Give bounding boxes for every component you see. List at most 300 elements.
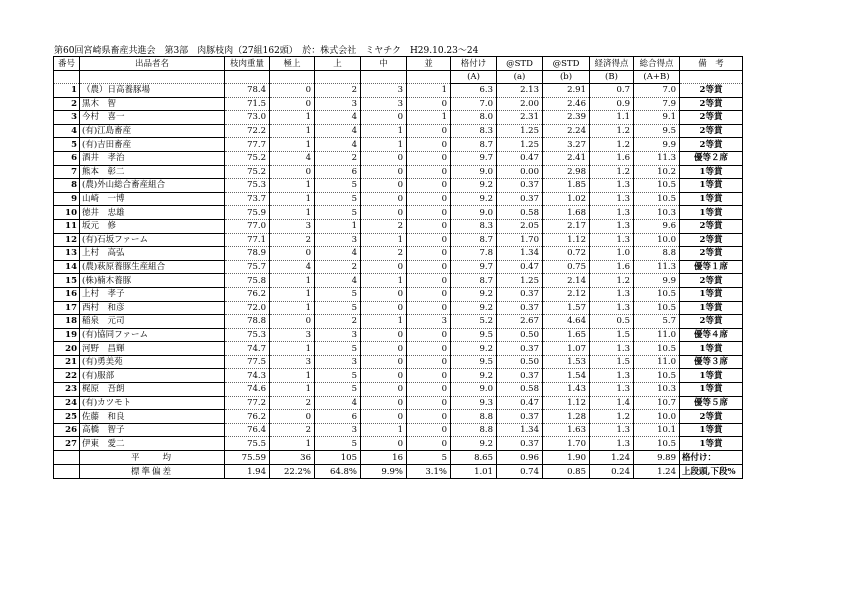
total-score: 10.3 <box>634 206 680 220</box>
grade2-count: 5 <box>315 342 361 356</box>
entry-number: 4 <box>54 124 80 138</box>
grade1-count: 1 <box>270 383 315 397</box>
exhibitor-name: (有)服部 <box>80 369 225 383</box>
exhibitor-name: (有)江島畜産 <box>80 124 225 138</box>
std-b: 1.65 <box>543 328 590 342</box>
average-score-a: 8.65 <box>451 451 497 465</box>
carcass-weight: 74.6 <box>225 383 270 397</box>
header-blank <box>80 71 225 84</box>
std-b: 2.41 <box>543 151 590 165</box>
entry-number: 13 <box>54 247 80 261</box>
std-a: 1.25 <box>497 138 543 152</box>
award-remark: 1等賞 <box>680 179 743 193</box>
grade4-count: 0 <box>407 301 451 315</box>
total-score: 10.0 <box>634 233 680 247</box>
grading-score: 9.2 <box>451 287 497 301</box>
total-score: 8.8 <box>634 247 680 261</box>
grading-score: 9.0 <box>451 383 497 397</box>
grade3-count: 1 <box>361 315 407 329</box>
carcass-weight: 75.3 <box>225 179 270 193</box>
grading-note-units: 上段頭,下段% <box>680 465 743 479</box>
entry-number: 10 <box>54 206 80 220</box>
std-b: 1.85 <box>543 179 590 193</box>
grade3-count: 0 <box>361 165 407 179</box>
grade4-count: 0 <box>407 328 451 342</box>
std-dev-label: 標準偏差 <box>80 465 225 479</box>
grade3-count: 1 <box>361 233 407 247</box>
total-score: 11.0 <box>634 355 680 369</box>
economic-score: 1.5 <box>590 328 634 342</box>
table-row <box>54 369 743 383</box>
grade3-count: 3 <box>361 97 407 111</box>
std-a: 1.25 <box>497 274 543 288</box>
award-remark: 1等賞 <box>680 342 743 356</box>
grade4-count: 0 <box>407 219 451 233</box>
grade1-count: 4 <box>270 260 315 274</box>
std-b: 2.39 <box>543 111 590 125</box>
table-row <box>54 247 743 261</box>
exhibitor-name: 酒井 孝治 <box>80 151 225 165</box>
carcass-weight: 77.7 <box>225 138 270 152</box>
grade3-count: 0 <box>361 111 407 125</box>
carcass-weight: 78.8 <box>225 315 270 329</box>
total-score: 10.1 <box>634 423 680 437</box>
table-row <box>54 192 743 206</box>
average-std-b: 1.90 <box>543 451 590 465</box>
grade1-count: 1 <box>270 192 315 206</box>
total-score: 9.1 <box>634 111 680 125</box>
std-a: 0.37 <box>497 179 543 193</box>
header-weight: 枝肉重量 <box>225 57 270 71</box>
average-total: 9.89 <box>634 451 680 465</box>
table-row <box>54 179 743 193</box>
table-row <box>54 151 743 165</box>
table-row <box>54 206 743 220</box>
grade1-count: 1 <box>270 206 315 220</box>
std-b: 0.72 <box>543 247 590 261</box>
total-score: 9.9 <box>634 274 680 288</box>
award-remark: 2等賞 <box>680 84 743 98</box>
std-dev-score-a: 1.01 <box>451 465 497 479</box>
std-a: 0.37 <box>497 410 543 424</box>
header-score-b: 経済得点 <box>590 57 634 71</box>
grade3-count: 0 <box>361 396 407 410</box>
grade1-count: 1 <box>270 437 315 451</box>
total-score: 10.5 <box>634 369 680 383</box>
economic-score: 1.3 <box>590 179 634 193</box>
total-score: 9.5 <box>634 124 680 138</box>
std-b: 2.17 <box>543 219 590 233</box>
grading-score: 9.2 <box>451 342 497 356</box>
economic-score: 1.3 <box>590 287 634 301</box>
grade4-count: 0 <box>407 124 451 138</box>
exhibitor-name: 佐藤 和良 <box>80 410 225 424</box>
exhibitor-name: 徳井 忠雄 <box>80 206 225 220</box>
entry-number: 7 <box>54 165 80 179</box>
grade2-count: 5 <box>315 369 361 383</box>
grade4-count: 0 <box>407 151 451 165</box>
std-b: 2.24 <box>543 124 590 138</box>
economic-score: 1.5 <box>590 355 634 369</box>
award-remark: 2等賞 <box>680 97 743 111</box>
entry-number: 14 <box>54 260 80 274</box>
carcass-weight: 75.5 <box>225 437 270 451</box>
table-row <box>54 97 743 111</box>
std-b: 1.70 <box>543 437 590 451</box>
grade2-count: 5 <box>315 383 361 397</box>
header-blank <box>407 71 451 84</box>
std-a: 0.37 <box>497 437 543 451</box>
exhibitor-name: 伊東 愛二 <box>80 437 225 451</box>
grade4-count: 0 <box>407 165 451 179</box>
header-no: 番号 <box>54 57 80 71</box>
results-table <box>53 56 743 479</box>
grade2-count: 5 <box>315 287 361 301</box>
grade1-count: 0 <box>270 247 315 261</box>
grading-score: 9.7 <box>451 151 497 165</box>
grading-score: 8.0 <box>451 111 497 125</box>
std-dev-score-b: 0.24 <box>590 465 634 479</box>
grade2-count: 4 <box>315 274 361 288</box>
entry-number: 19 <box>54 328 80 342</box>
grade1-count: 2 <box>270 396 315 410</box>
table-row <box>54 383 743 397</box>
carcass-weight: 75.3 <box>225 328 270 342</box>
grade4-count: 0 <box>407 233 451 247</box>
award-remark: 1等賞 <box>680 287 743 301</box>
exhibitor-name: 黒木 智 <box>80 97 225 111</box>
grade3-count: 1 <box>361 138 407 152</box>
exhibitor-name: 今村 喜一 <box>80 111 225 125</box>
average-label: 平 均 <box>80 451 225 465</box>
grade3-count: 0 <box>361 328 407 342</box>
exhibitor-name: 山崎 一博 <box>80 192 225 206</box>
carcass-weight: 71.5 <box>225 97 270 111</box>
grade2-count: 4 <box>315 138 361 152</box>
entry-number: 16 <box>54 287 80 301</box>
economic-score: 1.3 <box>590 219 634 233</box>
grade4-count: 0 <box>407 206 451 220</box>
carcass-weight: 75.2 <box>225 165 270 179</box>
header-grade1: 極上 <box>270 57 315 71</box>
std-a: 1.25 <box>497 124 543 138</box>
grade2-count: 4 <box>315 247 361 261</box>
header-grade3: 中 <box>361 57 407 71</box>
header-blank <box>361 71 407 84</box>
grade2-count: 6 <box>315 165 361 179</box>
average-std-a: 0.96 <box>497 451 543 465</box>
grading-score: 6.3 <box>451 84 497 98</box>
std-a: 0.47 <box>497 396 543 410</box>
table-row <box>54 328 743 342</box>
economic-score: 1.3 <box>590 233 634 247</box>
header-blank <box>315 71 361 84</box>
table-row <box>54 315 743 329</box>
award-remark: 1等賞 <box>680 423 743 437</box>
grading-score: 5.2 <box>451 315 497 329</box>
std-b: 1.68 <box>543 206 590 220</box>
grade3-count: 0 <box>361 301 407 315</box>
grade4-count: 0 <box>407 410 451 424</box>
grade2-count: 2 <box>315 260 361 274</box>
grade1-count: 0 <box>270 410 315 424</box>
grade1-count: 1 <box>270 124 315 138</box>
grade3-count: 1 <box>361 124 407 138</box>
std-a: 0.47 <box>497 260 543 274</box>
economic-score: 1.3 <box>590 301 634 315</box>
header-name: 出品者名 <box>80 57 225 71</box>
grade2-count: 5 <box>315 301 361 315</box>
grade2-count: 2 <box>315 84 361 98</box>
grade1-count: 1 <box>270 369 315 383</box>
award-remark: 優等４席 <box>680 328 743 342</box>
entry-number: 3 <box>54 111 80 125</box>
grading-score: 9.2 <box>451 369 497 383</box>
entry-number: 23 <box>54 383 80 397</box>
exhibitor-name: 坂元 修 <box>80 219 225 233</box>
grade3-count: 0 <box>361 287 407 301</box>
grade2-count: 1 <box>315 219 361 233</box>
std-b: 1.54 <box>543 369 590 383</box>
carcass-weight: 74.7 <box>225 342 270 356</box>
economic-score: 1.0 <box>590 247 634 261</box>
total-score: 7.9 <box>634 97 680 111</box>
grade3-count: 0 <box>361 206 407 220</box>
grading-score: 9.0 <box>451 206 497 220</box>
grade3-count: 0 <box>361 342 407 356</box>
total-score: 10.3 <box>634 383 680 397</box>
total-score: 10.5 <box>634 342 680 356</box>
average-grade3: 16 <box>361 451 407 465</box>
header-blank <box>54 71 80 84</box>
carcass-weight: 75.8 <box>225 274 270 288</box>
entry-number: 15 <box>54 274 80 288</box>
header-blank <box>225 71 270 84</box>
header-std-a-sub: (a) <box>497 71 543 84</box>
economic-score: 0.9 <box>590 97 634 111</box>
entry-number: 25 <box>54 410 80 424</box>
entry-number: 6 <box>54 151 80 165</box>
std-dev-total: 1.24 <box>634 465 680 479</box>
grade2-count: 3 <box>315 328 361 342</box>
exhibitor-name: (有)石坂ファーム <box>80 233 225 247</box>
total-score: 10.5 <box>634 301 680 315</box>
header-total: 総合得点 <box>634 57 680 71</box>
grade1-count: 1 <box>270 287 315 301</box>
average-grade4: 5 <box>407 451 451 465</box>
table-row <box>54 219 743 233</box>
exhibitor-name: 西村 和彦 <box>80 301 225 315</box>
economic-score: 1.6 <box>590 260 634 274</box>
exhibitor-name: 高橋 智子 <box>80 423 225 437</box>
grade1-count: 1 <box>270 274 315 288</box>
grade4-count: 0 <box>407 192 451 206</box>
grading-note: 格付け： <box>680 451 743 465</box>
entry-number: 18 <box>54 315 80 329</box>
award-remark: 2等賞 <box>680 219 743 233</box>
std-b: 1.63 <box>543 423 590 437</box>
grade1-count: 0 <box>270 165 315 179</box>
std-b: 1.12 <box>543 233 590 247</box>
grade4-count: 0 <box>407 342 451 356</box>
header-std-b: @STD <box>543 57 590 71</box>
exhibitor-name: 稲泉 元司 <box>80 315 225 329</box>
grade4-count: 0 <box>407 179 451 193</box>
std-a: 2.00 <box>497 97 543 111</box>
carcass-weight: 72.0 <box>225 301 270 315</box>
economic-score: 1.2 <box>590 165 634 179</box>
carcass-weight: 75.9 <box>225 206 270 220</box>
std-b: 1.43 <box>543 383 590 397</box>
economic-score: 1.3 <box>590 192 634 206</box>
entry-number: 17 <box>54 301 80 315</box>
grading-score: 9.7 <box>451 260 497 274</box>
grade1-count: 1 <box>270 342 315 356</box>
award-remark: 1等賞 <box>680 383 743 397</box>
std-b: 2.12 <box>543 287 590 301</box>
grading-score: 9.3 <box>451 396 497 410</box>
grade2-count: 4 <box>315 396 361 410</box>
average-grade1: 36 <box>270 451 315 465</box>
grade4-count: 0 <box>407 423 451 437</box>
header-total-sub: (A+B) <box>634 71 680 84</box>
entry-number: 9 <box>54 192 80 206</box>
grade2-count: 5 <box>315 192 361 206</box>
economic-score: 1.4 <box>590 396 634 410</box>
grade2-count: 5 <box>315 179 361 193</box>
entry-number: 11 <box>54 219 80 233</box>
carcass-weight: 76.4 <box>225 423 270 437</box>
carcass-weight: 78.9 <box>225 247 270 261</box>
grade1-count: 2 <box>270 233 315 247</box>
economic-score: 1.2 <box>590 274 634 288</box>
grade4-count: 0 <box>407 355 451 369</box>
grade4-count: 0 <box>407 138 451 152</box>
std-b: 1.12 <box>543 396 590 410</box>
total-score: 10.5 <box>634 192 680 206</box>
carcass-weight: 77.0 <box>225 219 270 233</box>
std-dev-grade1: 22.2% <box>270 465 315 479</box>
grade1-count: 1 <box>270 111 315 125</box>
table-row <box>54 260 743 274</box>
std-a: 2.67 <box>497 315 543 329</box>
header-blank <box>680 71 743 84</box>
grade4-count: 1 <box>407 84 451 98</box>
grade1-count: 3 <box>270 219 315 233</box>
exhibitor-name: 河野 昌輝 <box>80 342 225 356</box>
award-remark: 2等賞 <box>680 124 743 138</box>
grade3-count: 2 <box>361 219 407 233</box>
grade1-count: 0 <box>270 315 315 329</box>
table-row <box>54 165 743 179</box>
grading-score: 9.0 <box>451 165 497 179</box>
total-score: 10.5 <box>634 179 680 193</box>
carcass-weight: 75.2 <box>225 151 270 165</box>
carcass-weight: 77.5 <box>225 355 270 369</box>
carcass-weight: 77.2 <box>225 396 270 410</box>
grade1-count: 0 <box>270 97 315 111</box>
std-a: 0.37 <box>497 301 543 315</box>
grade2-count: 4 <box>315 111 361 125</box>
grade1-count: 1 <box>270 138 315 152</box>
table-row <box>54 301 743 315</box>
std-a: 2.13 <box>497 84 543 98</box>
table-row <box>54 138 743 152</box>
economic-score: 1.3 <box>590 369 634 383</box>
grade1-count: 1 <box>270 179 315 193</box>
grading-score: 8.8 <box>451 423 497 437</box>
grade2-count: 5 <box>315 437 361 451</box>
award-remark: 2等賞 <box>680 138 743 152</box>
grading-score: 9.2 <box>451 179 497 193</box>
std-a: 0.58 <box>497 383 543 397</box>
grade1-count: 0 <box>270 84 315 98</box>
entry-number: 8 <box>54 179 80 193</box>
award-remark: 優等５席 <box>680 396 743 410</box>
std-dev-grade4: 3.1% <box>407 465 451 479</box>
exhibitor-name: (農)外山総合畜産組合 <box>80 179 225 193</box>
grade2-count: 3 <box>315 423 361 437</box>
entry-number: 2 <box>54 97 80 111</box>
total-score: 10.7 <box>634 396 680 410</box>
grade2-count: 4 <box>315 124 361 138</box>
grading-score: 8.8 <box>451 410 497 424</box>
total-score: 10.0 <box>634 410 680 424</box>
std-a: 0.00 <box>497 165 543 179</box>
std-a: 0.37 <box>497 287 543 301</box>
table-row <box>54 396 743 410</box>
economic-score: 1.3 <box>590 342 634 356</box>
grade4-count: 0 <box>407 260 451 274</box>
entry-number: 5 <box>54 138 80 152</box>
grading-score: 9.5 <box>451 355 497 369</box>
grading-score: 7.0 <box>451 97 497 111</box>
economic-score: 1.2 <box>590 138 634 152</box>
award-remark: 2等賞 <box>680 233 743 247</box>
total-score: 11.3 <box>634 151 680 165</box>
std-dev-grade2: 64.8% <box>315 465 361 479</box>
header-remarks: 備 考 <box>680 57 743 71</box>
grade1-count: 4 <box>270 151 315 165</box>
header-score-a: 格付け <box>451 57 497 71</box>
award-remark: 2等賞 <box>680 274 743 288</box>
award-remark: 1等賞 <box>680 301 743 315</box>
grade3-count: 0 <box>361 179 407 193</box>
award-remark: 2等賞 <box>680 315 743 329</box>
award-remark: 優等３席 <box>680 355 743 369</box>
header-score-b-sub: (B) <box>590 71 634 84</box>
grading-score: 8.7 <box>451 233 497 247</box>
award-remark: 優等２席 <box>680 151 743 165</box>
std-b: 4.64 <box>543 315 590 329</box>
exhibitor-name: （農）日高養豚場 <box>80 84 225 98</box>
entry-number: 20 <box>54 342 80 356</box>
table-row <box>54 274 743 288</box>
carcass-weight: 73.7 <box>225 192 270 206</box>
std-dev-weight: 1.94 <box>225 465 270 479</box>
total-score: 10.5 <box>634 287 680 301</box>
grade3-count: 1 <box>361 274 407 288</box>
exhibitor-name: (有)勇美苑 <box>80 355 225 369</box>
std-b: 0.75 <box>543 260 590 274</box>
std-b: 2.91 <box>543 84 590 98</box>
economic-score: 1.3 <box>590 437 634 451</box>
award-remark: 1等賞 <box>680 437 743 451</box>
grade3-count: 2 <box>361 247 407 261</box>
grading-score: 7.8 <box>451 247 497 261</box>
std-a: 1.70 <box>497 233 543 247</box>
grade3-count: 0 <box>361 410 407 424</box>
